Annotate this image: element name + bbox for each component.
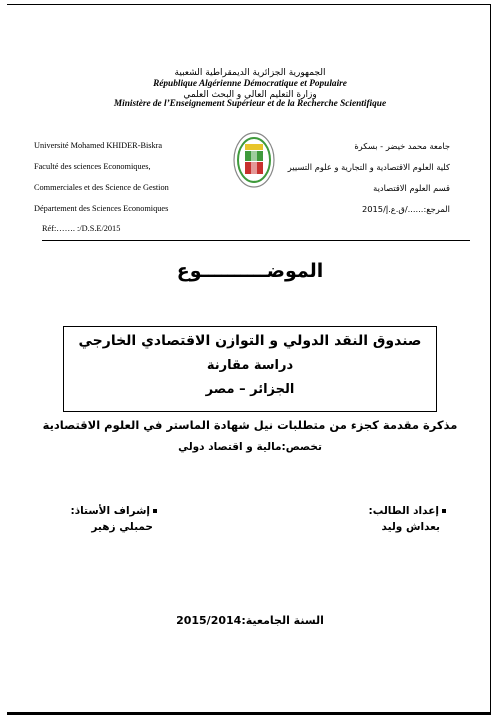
republic-french: République Algérienne Démocratique et Populaire: [153, 79, 347, 89]
university-logo: [232, 131, 276, 189]
republic-arabic: الجمهورية الجزائرية الديمقراطية الشعبية: [174, 68, 326, 78]
reference-ar: المرجع:....../ق.ع.إ/2015: [361, 204, 450, 214]
supervisor-name: حمبلي زهير: [91, 521, 153, 533]
bullet-icon: [153, 509, 157, 513]
ministry-french: Ministère de l’Enseignement Supérieur et de la Recherche Scientifique: [113, 99, 387, 109]
svg-text:✦: ✦: [252, 179, 256, 184]
header-separator: [42, 240, 470, 241]
student-name: بعداش وليد: [381, 521, 440, 533]
student-label: إعداد الطالب:: [369, 505, 446, 517]
thesis-note: مذكرة مقدمة كجزء من متطلبات نيل شهادة الماستر في العلوم الاقتصادية: [42, 418, 458, 432]
topic-heading: الموضــــــــــوع: [176, 260, 324, 282]
thesis-subtitle: دراسة مقارنة: [206, 358, 294, 373]
bullet-icon: [442, 509, 446, 513]
department-name-fr: Département des Sciences Economiques: [34, 204, 169, 213]
academic-year: السنة الجامعية:2015/2014: [176, 614, 324, 627]
thesis-title: صندوق النقد الدولي و التوازن الاقتصادي الخارجي: [78, 333, 422, 349]
faculty-name-ar: كلية العلوم الاقتصادية و التجارية و علوم التسيير: [287, 162, 450, 172]
department-name-ar: قسم العلوم الاقتصادية: [373, 183, 450, 193]
ministry-arabic: وزارة التعليم العالي و البحث العلمي: [183, 90, 317, 100]
university-name-fr: Université Mohamed KHIDER-Biskra: [34, 141, 163, 150]
faculty-name-fr-2: Commerciales et des Science de Gestion: [34, 183, 169, 192]
specialty: تخصص:مالية و اقتصاد دولي: [178, 441, 322, 453]
thesis-countries: الجزائر – مصر: [205, 382, 295, 397]
reference-fr: Réf:……. :/D.S.E/2015: [42, 224, 121, 233]
supervisor-label: إشراف الأستاذ:: [71, 505, 157, 517]
university-name-ar: جامعة محمد خيضر - بسكرة: [354, 141, 450, 151]
faculty-name-fr-1: Faculté des sciences Economiques,: [34, 162, 151, 171]
